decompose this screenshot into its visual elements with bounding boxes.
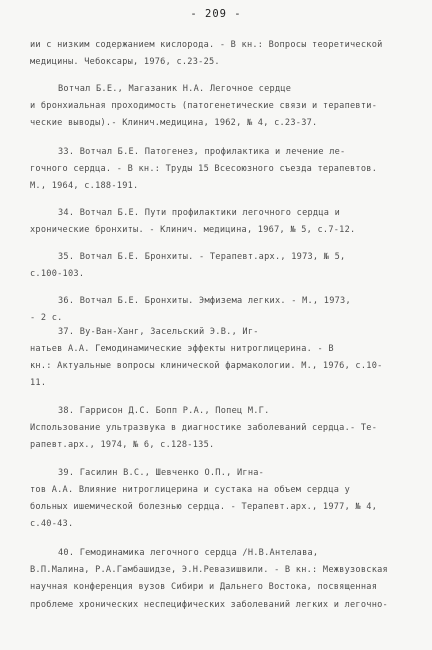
bibliography-line: ии с низким содержанием кислорода. - В кн.: Вопросы теоретической <box>30 40 383 50</box>
bibliography-line: хронические бронхиты. - Клинич. медицина, 1967, № 5, с.7-12. <box>30 225 356 235</box>
bibliography-entry-start: 33. Вотчал Б.Е. Патогенез, профилактика и лечение ле- <box>58 147 346 157</box>
bibliography-entry-start: Вотчал Б.Е., Магазаник Н.А. Легочное сердце <box>58 84 292 94</box>
bibliography-line: Использование ультразвука в диагностике заболеваний сердца.- Те- <box>30 423 378 433</box>
page-number: - 209 - <box>190 8 242 20</box>
bibliography-entry-start: 40. Гемодинамика легочного сердца /Н.В.Антелава, <box>58 548 319 558</box>
bibliography-line: рапевт.арх., 1974, № 6, с.128-135. <box>30 440 215 450</box>
bibliography-line: гочного сердца. - В кн.: Труды 15 Всесоюзного съезда терапевтов. <box>30 164 378 174</box>
bibliography-line: с.100-103. <box>30 269 85 279</box>
bibliography-line: больных ишемической болезнью сердца. - Терапевт.арх., 1977, № 4, <box>30 502 378 512</box>
bibliography-line: натьев А.А. Гемодинамические эффекты нитроглицерина. - В <box>30 344 334 354</box>
bibliography-line: медицины. Чебоксары, 1976, с.23-25. <box>30 57 220 67</box>
bibliography-entry-start: 35. Вотчал Б.Е. Бронхиты. - Терапевт.арх., 1973, № 5, <box>58 252 346 262</box>
bibliography-line: и бронхиальная проходимость (патогенетические связи и терапевти- <box>30 101 378 111</box>
bibliography-line: М., 1964, с.188-191. <box>30 181 139 191</box>
bibliography-line: тов А.А. Влияние нитроглицерина и сустака на объем сердца у <box>30 485 351 495</box>
bibliography-entry-start: 37. Ву-Ван-Ханг, Засельский Э.В., Иг- <box>58 327 259 337</box>
bibliography-entry-start: 38. Гаррисон Д.С. Бопп Р.А., Попец М.Г. <box>58 406 270 416</box>
bibliography-entry-start: 39. Гасилин В.С., Шевченко О.П., Игна- <box>58 468 265 478</box>
bibliography-line: В.П.Малина, Р.А.Гамбашидзе, Э.Н.Ревазишвили. - В кн.: Межвузовская <box>30 565 388 575</box>
bibliography-entry-start: 34. Вотчал Б.Е. Пути профилактики легочного сердца и <box>58 208 341 218</box>
bibliography-line: ческие выводы).- Клинич.медицина, 1962, № 4, с.23-37. <box>30 118 318 128</box>
bibliography-line: проблеме хронических неспецифических заболеваний легких и легочно- <box>30 600 388 610</box>
bibliography-line: с.40-43. <box>30 519 74 529</box>
bibliography-line: научная конференция вузов Сибири и Дальнего Востока, посвященная <box>30 582 378 592</box>
bibliography-line: кн.: Актуальные вопросы клинической фармакологии. М., 1976, с.10- <box>30 361 383 371</box>
bibliography-entry-start: 36. Вотчал Б.Е. Бронхиты. Эмфизема легких. - М., 1973, <box>58 296 351 306</box>
bibliography-line: - 2 с. <box>30 313 63 323</box>
bibliography-line: 11. <box>30 378 47 388</box>
